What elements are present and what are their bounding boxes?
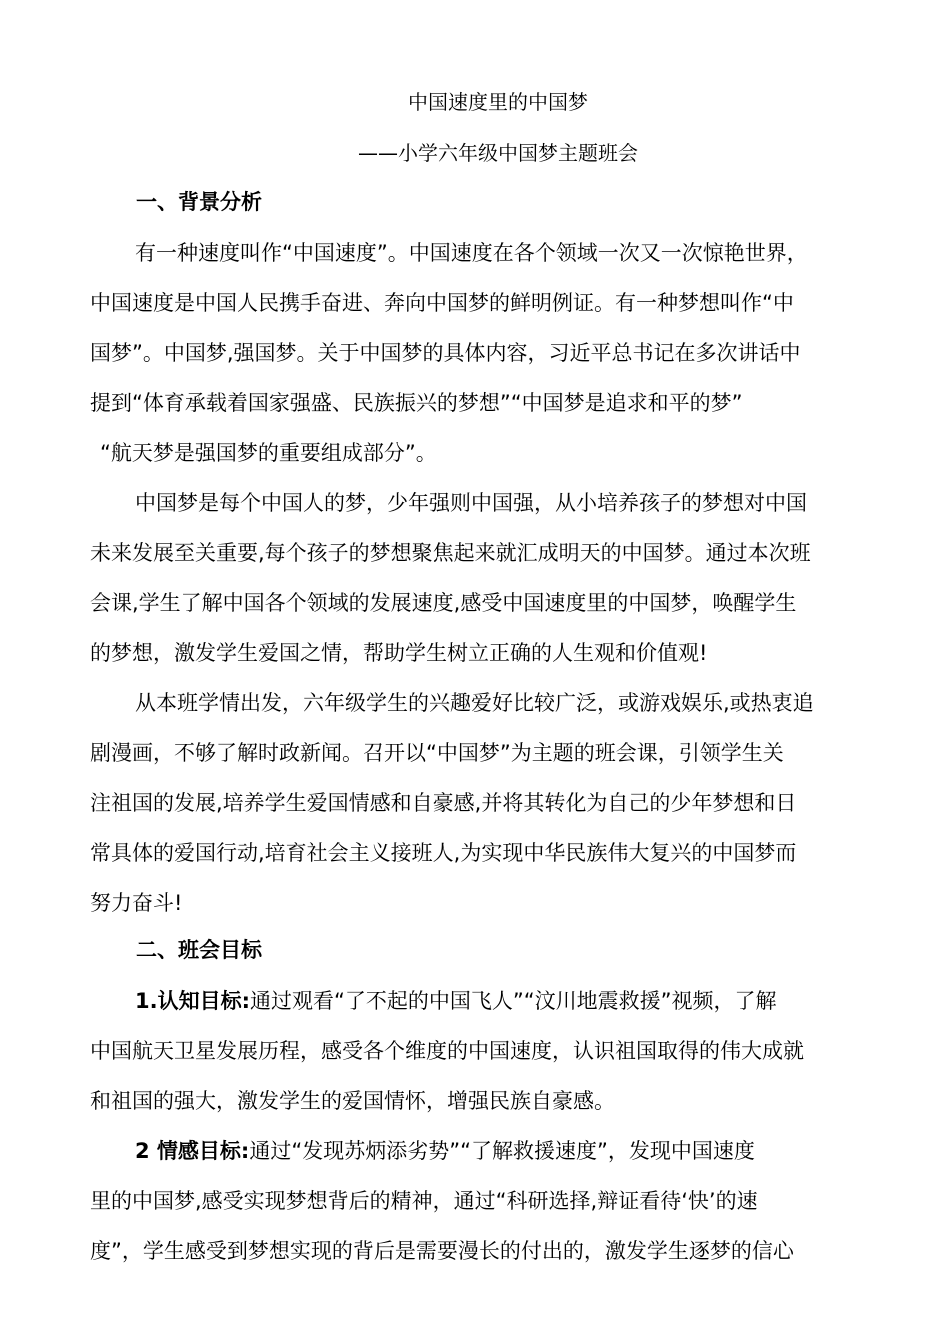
text-line: “航天梦是强国梦的重要组成部分”。 [100, 441, 437, 465]
text-line: 有一种速度叫作“中国速度”。中国速度在各个领域一次又一次惊艳世界， [135, 241, 808, 265]
text-line: 常具体的爱国行动,培育社会主义接班人,为实现中华民族伟大复兴的中国梦而 [90, 841, 797, 865]
text-line: 中国速度是中国人民携手奋进、奔向中国梦的鲜明例证。有一种梦想叫作“中 [90, 291, 794, 315]
text-line [90, 1126, 860, 1176]
text-line: 里的中国梦,感受实现梦想背后的精神，通过“科研选择,辩证看待‘快’的速 [90, 1189, 758, 1213]
text-line [90, 976, 860, 1026]
text-line: 注祖国的发展,培养学生爱国情感和自豪感,并将其转化为自己的少年梦想和日 [90, 791, 797, 815]
text-line: 提到“体育承载着国家强盛、民族振兴的梦想”“中国梦是追求和平的梦” [90, 391, 743, 415]
paragraph-goal-cognitive [90, 976, 860, 1126]
page-title: 中国速度里的中国梦 [408, 90, 588, 114]
text-line: 度”，学生感受到梦想实现的背后是需要漫长的付出的，激发学生逐梦的信心 [90, 1239, 794, 1263]
paragraph-background-3 [90, 678, 860, 928]
text-line: 未来发展至关重要,每个孩子的梦想聚焦起来就汇成明天的中国梦。通过本次班 [90, 541, 811, 565]
paragraph-background-2 [90, 478, 860, 678]
page-subtitle: ——小学六年级中国梦主题班会 [358, 141, 638, 165]
text-line: 和祖国的强大，激发学生的爱国情怀，增强民族自豪感。 [90, 1089, 615, 1113]
goal-text: 通过观看“了不起的中国飞人”“汶川地震救援”视频，了解 [250, 989, 777, 1013]
goal-label-cognitive: 1.认知目标: [135, 989, 250, 1013]
text-line: 会课,学生了解中国各个领域的发展速度,感受中国速度里的中国梦，唤醒学生 [90, 591, 797, 615]
goal-label-emotional: 2 情感目标: [135, 1139, 250, 1163]
section-heading-goals: 二、班会目标 [136, 938, 262, 962]
text-line: 中国航天卫星发展历程，感受各个维度的中国速度，认识祖国取得的伟大成就 [90, 1039, 804, 1063]
text-line: 国梦”。中国梦,强国梦。关于中国梦的具体内容，习近平总书记在多次讲话中 [90, 341, 801, 365]
paragraph-background-1 [90, 228, 860, 478]
text-line: 中国梦是每个中国人的梦，少年强则中国强，从小培养孩子的梦想对中国 [135, 491, 807, 515]
text-line: 剧漫画，不够了解时政新闻。召开以“中国梦”为主题的班会课，引领学生关 [90, 741, 784, 765]
goal-text: 通过“发现苏炳添劣势”“了解救援速度”，发现中国速度 [249, 1139, 755, 1163]
paragraph-goal-emotional [90, 1126, 860, 1276]
text-line: 努力奋斗! [90, 891, 183, 915]
text-line: 从本班学情出发，六年级学生的兴趣爱好比较广泛，或游戏娱乐,或热衷追 [135, 691, 814, 715]
text-line: 的梦想，激发学生爱国之情，帮助学生树立正确的人生观和价值观! [90, 641, 708, 665]
section-heading-background: 一、背景分析 [136, 190, 262, 214]
